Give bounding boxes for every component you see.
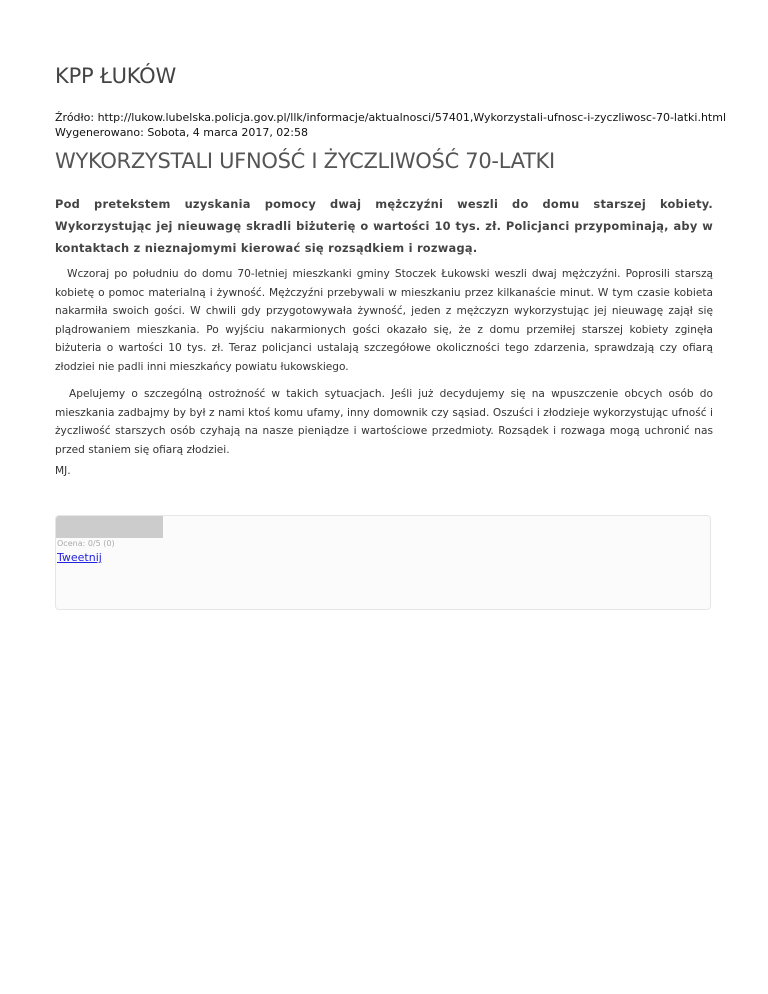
article-paragraph-2: Apelujemy o szczególną ostrożność w takich sytuacjach. Jeśli już decydujemy się na wpuszczenie obcych osób do mieszkania zadbajmy by był z nami ktoś komu ufamy, inny domownik czy sąsiad. Oszuści i złodzieje wykorzystując ufność i życzliwość starszych osób czyhają na nasze pieniądze i wartościowe przedmioty. Rozsądek i rozwaga mogą uchronić nas przed staniem się ofiarą złodziei. xyxy=(55,388,713,456)
generated-date: Wygenerowano: Sobota, 4 marca 2017, 02:58 xyxy=(55,126,309,139)
article-lead: Pod pretekstem uzyskania pomocy dwaj mężczyźni weszli do domu starszej kobiety. Wykorzystując jej nieuwagę skradli biżuterię o wartości 10 tys. zł. Policjanci przypominają, aby w kontaktach z nieznajomymi kierować się rozsądkiem i rozwagą. xyxy=(55,197,713,255)
rating-stars-bar[interactable] xyxy=(56,516,163,538)
tweet-link[interactable]: Tweetnij xyxy=(57,551,102,564)
rating-text: Ocena: 0/5 (0) xyxy=(57,539,115,548)
article-paragraph-1: Wczoraj po południu do domu 70-letniej mieszkanki gminy Stoczek Łukowski weszli dwaj mężczyźni. Poprosili starszą kobietę o pomoc materialną i żywność. Mężczyźni przebywali w mieszkaniu przez kilkanaście minut. W tym czasie kobieta nakarmiła swoich gości. W chwili gdy przygotowywała żywność, jeden z mężczyzn wykorzystując jej nieuwagę zajął się plądrowaniem mieszkania. Po wyjściu nakarmionych gości okazało się, że z domu przemiłej starszej kobiety zginęła biżuteria o wartości 10 tys. zł. Teraz policjanci ustalają szczegółowe okoliczności tego zdarzenia, sprawdzają czy ofiarą złodziei nie padli inni mieszkańcy powiatu łukowskiego. xyxy=(55,268,713,373)
author-signature: MJ. xyxy=(55,465,71,477)
rating-panel xyxy=(55,515,711,610)
article-title: WYKORZYSTALI UFNOŚĆ I ŻYCZLIWOŚĆ 70-LATKI xyxy=(55,149,555,173)
source-url: Źródło: http://lukow.lubelska.policja.gov.pl/llk/informacje/aktualnosci/57401,Wykorzystali-ufnosc-i-zyczliwosc-70-latki.html xyxy=(55,111,727,124)
document-meta xyxy=(55,110,726,140)
site-title: KPP ŁUKÓW xyxy=(55,64,177,88)
